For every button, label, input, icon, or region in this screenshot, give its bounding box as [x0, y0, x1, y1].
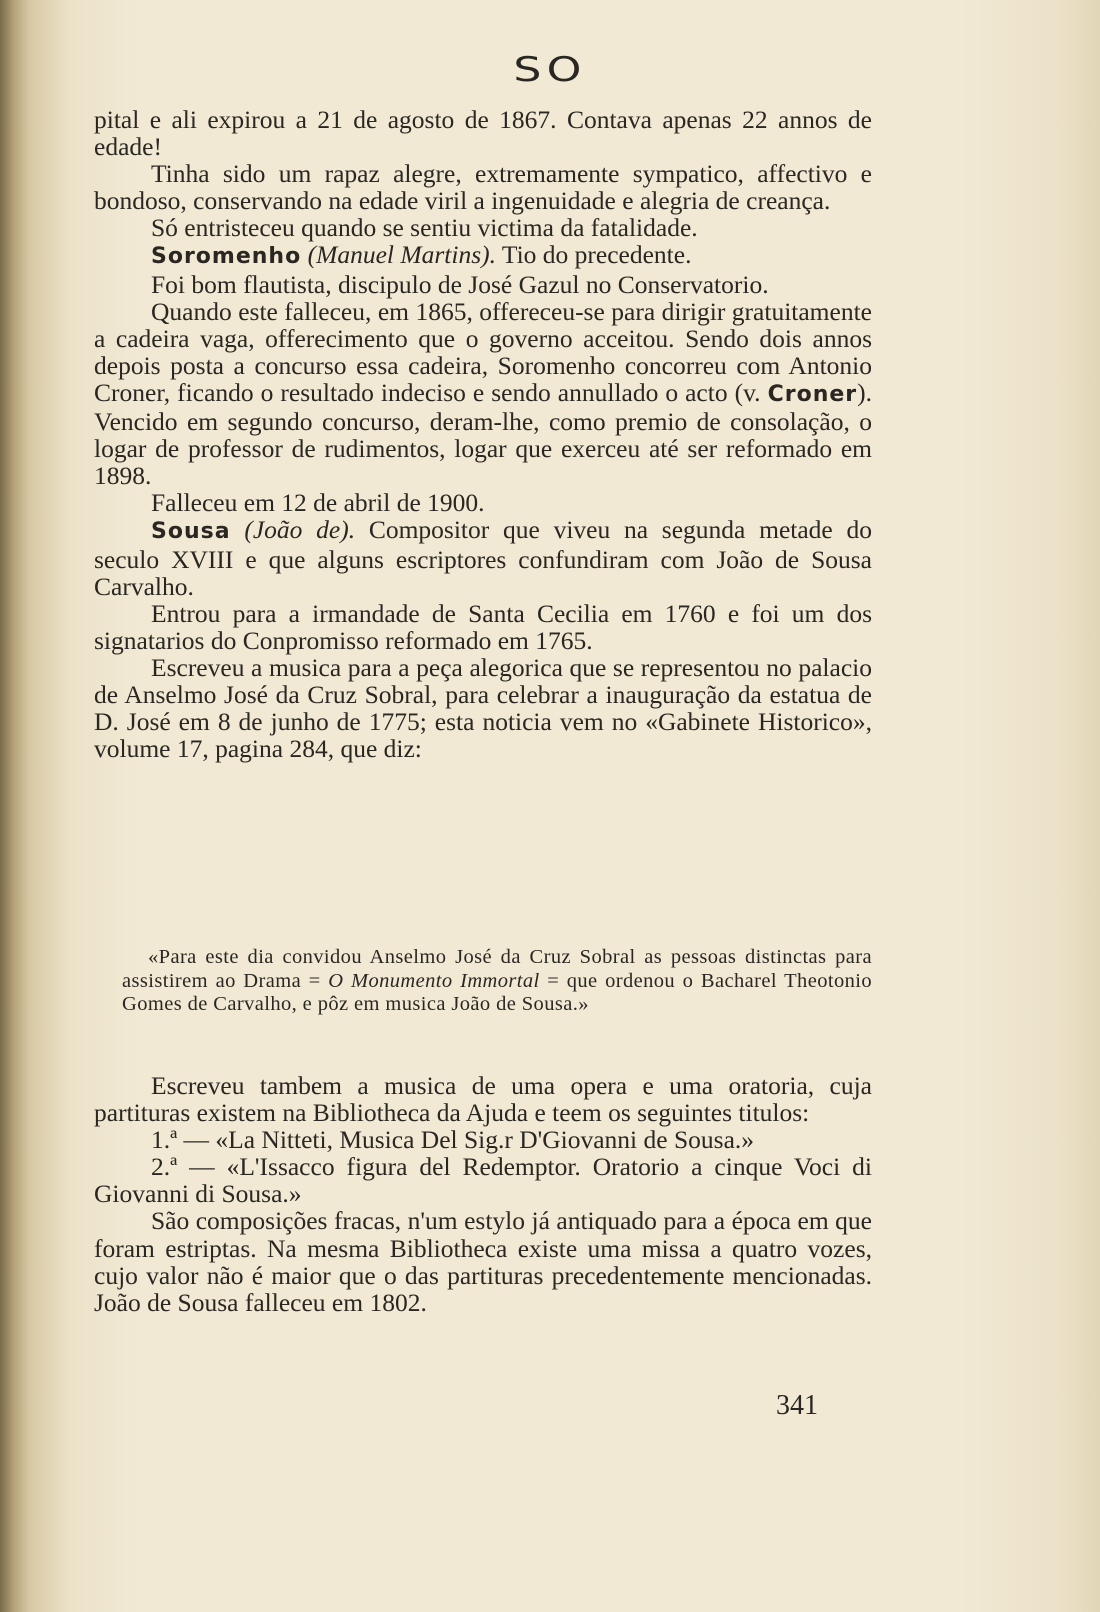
- main-text-block-2: [94, 1072, 872, 1316]
- page-number: 341: [776, 1390, 818, 1421]
- list-item: 1.ª — «La Nitteti, Musica Del Sig.r D'Giovanni de Sousa.»: [151, 1125, 755, 1155]
- quote-title: O Monumento Immortal: [328, 969, 540, 992]
- headword: Soromenho: [151, 244, 302, 270]
- paragraph-text: Vencido em segundo concurso, deram-lhe, como premio de consolação, o logar de professor de rudimentos, logar que exerceu até ser reformado em 1898.: [94, 407, 872, 491]
- entry-name: (Manuel Martins).: [307, 240, 496, 270]
- closing-paren: ).: [857, 377, 873, 407]
- running-head: SO: [513, 50, 587, 90]
- paragraph: Tinha sido um rapaz alegre, extremamente sympatico, affectivo e bondoso, conservando na edade viril a ingenuidade e alegria de creança.: [94, 159, 872, 216]
- paragraph: Escreveu a musica para a peça alegorica que se representou no palacio de Anselmo José da Cruz Sobral, para celebrar a inauguração da estatua de D. José em 8 de junho de 1775; esta noticia vem no «Gabinete Historico», volume 17, pagina 284, que diz:: [94, 652, 872, 764]
- paragraph: Só entristeceu quando se sentiu victima da fatalidade.: [151, 213, 698, 243]
- quote-part: «Para este dia convidou Anselmo José da Cruz Sobral as pessoas distinctas para assistirem ao Drama =: [122, 946, 872, 992]
- list-item: 2.ª — «L'Issacco figura del Redemptor. Oratorio a cinque Voci di Giovanni di Sousa.»: [94, 1152, 872, 1209]
- entry-sousa: [94, 516, 872, 599]
- entry-text: Compositor que viveu na segunda metade do seculo XVIII e que alguns escriptores confundiram com João de Sousa Carvalho.: [94, 515, 873, 601]
- paragraph: São composições fracas, n'um estylo já antiquado para a época em que foram estriptas. Na mesma Bibliotheca existe uma missa a quatro vozes, cujo valor não é maior que o das partituras precedentemente mencionadas. João de Sousa falleceu em 1802.: [94, 1206, 872, 1317]
- paragraph: Escreveu tambem a musica de uma opera e uma oratoria, cuja partituras existem na Bibliotheca da Ajuda e teem os seguintes titulos:: [94, 1071, 872, 1128]
- paragraph-croner: [94, 298, 872, 490]
- paragraph: Foi bom flautista, discipulo de José Gazul no Conservatorio.: [151, 269, 769, 299]
- entry-name: (João de).: [244, 515, 356, 545]
- paragraph: Entrou para a irmandade de Santa Cecilia em 1760 e foi um dos signatarios do Conpromisso reformado em 1765.: [94, 598, 872, 655]
- block-quote: [122, 946, 872, 1017]
- headword: Sousa: [151, 519, 231, 545]
- entry-soromenho: [94, 241, 872, 270]
- cross-reference: Croner: [767, 381, 858, 407]
- paragraph: Falleceu em 12 de abril de 1900.: [151, 488, 485, 518]
- entry-text: Tio do precedente.: [495, 240, 692, 270]
- main-text-block: [94, 106, 872, 762]
- quote-text: [122, 946, 872, 1017]
- paragraph-text: Quando este falleceu, em 1865, offereceu-se para dirigir gratuitamente a cadeira vaga, offerecimento que o governo acceitou. Sendo dois annos depois posta a concurso essa cadeira, Soromenho concorreu com Antonio Croner, ficando o resultado indeciso e sendo annullado o acto (v.: [94, 296, 872, 407]
- quote-part: = que ordenou o Bacharel Theotonio Gomes de Carvalho, e pôz em musica João de Sousa.»: [122, 969, 872, 1015]
- paragraph: pital e ali expirou a 21 de agosto de 1867. Contava apenas 22 annos de edade!: [94, 105, 872, 162]
